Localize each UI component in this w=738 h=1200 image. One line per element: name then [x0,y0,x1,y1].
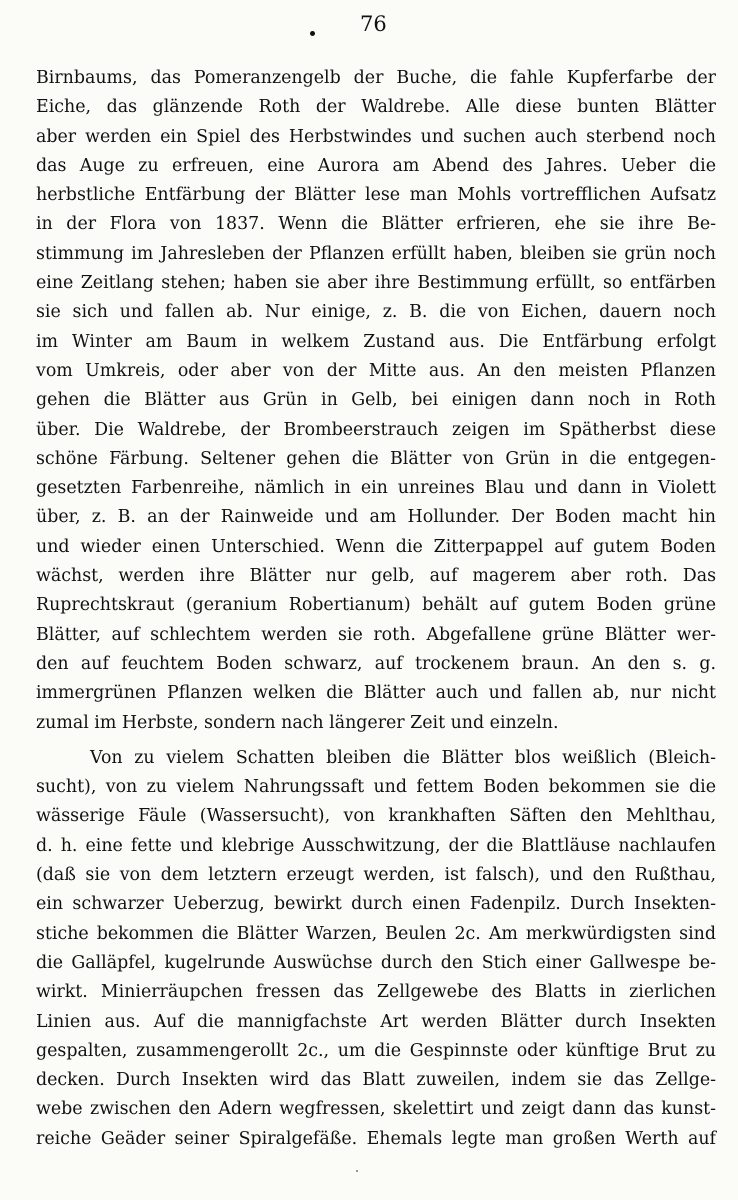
paragraph-1 [36,64,716,738]
text-line: schöne Färbung. Seltener gehen die Blätter von Grün in die entgegen- [36,448,716,469]
text-line: eine Zeitlang stehen; haben sie aber ihre Bestimmung erfüllt, so entfärben [36,273,716,294]
body-text [36,64,716,1154]
text-line: im Winter am Baum in welkem Zustand aus. Die Entfärbung erfolgt [36,331,716,352]
text-line: aber werden ein Spiel des Herbstwindes und suchen auch sterbend noch [36,126,716,147]
paper-speck [356,1170,358,1172]
paragraph-2 [36,744,716,1154]
text-line: gesetzten Farbenreihe, nämlich in ein unreines Blau und dann in Violett [36,478,716,499]
text-line: decken. Durch Insekten wird das Blatt zuweilen, indem sie das Zellge- [36,1070,716,1091]
text-line: gespalten, zusammengerollt 2c., um die Gespinnste oder künftige Brut zu [36,1040,716,1061]
text-line: immergrünen Pflanzen welken die Blätter auch und fallen ab, nur nicht [36,683,716,704]
text-line: wässerige Fäule (Wassersucht), von krankhaften Säften den Mehlthau, [36,806,716,827]
text-line: zumal im Herbste, sondern nach längerer Zeit und einzeln. [36,712,559,733]
text-line: Von zu vielem Schatten bleiben die Blätter blos weißlich (Bleich- [90,747,716,768]
page-number: 76 [360,12,387,36]
text-line: Linien aus. Auf die mannigfachste Art werden Blätter durch Insekten [36,1011,716,1032]
text-line: sie sich und fallen ab. Nur einige, z. B. die von Eichen, dauern noch [36,302,716,323]
text-line: stiche bekommen die Blätter Warzen, Beulen 2c. Am merkwürdigsten sind [36,923,716,944]
text-line: herbstliche Entfärbung der Blätter lese man Mohls vortrefflichen Aufsatz [36,185,716,206]
text-line: vom Umkreis, oder aber von der Mitte aus. An den meisten Pflanzen [36,360,716,381]
text-line: d. h. eine fette und klebrige Ausschwitzung, der die Blattläuse nachlaufen [36,835,716,856]
text-line: sucht), von zu vielem Nahrungssaft und fettem Boden bekommen sie die [36,777,716,798]
text-line: das Auge zu erfreuen, eine Aurora am Abend des Jahres. Ueber die [36,155,716,176]
text-line: Ruprechtskraut (geranium Robertianum) behält auf gutem Boden grüne [36,595,716,616]
text-line: die Galläpfel, kugelrunde Auswüchse durch den Stich einer Gallwespe be- [36,952,716,973]
text-line: Blätter, auf schlechtem werden sie roth. Abgefallene grüne Blätter wer- [36,624,716,645]
text-line: über. Die Waldrebe, der Brombeerstrauch zeigen im Spätherbst diese [36,419,716,440]
text-line: den auf feuchtem Boden schwarz, auf trockenem braun. An den s. g. [36,653,716,674]
page-mark-dot [310,31,315,36]
text-line: (daß sie von dem letztern erzeugt werden, ist falsch), und den Rußthau, [36,865,716,886]
text-line: stimmung im Jahresleben der Pflanzen erfüllt haben, bleiben sie grün noch [36,243,716,264]
text-line: Birnbaums, das Pomeranzengelb der Buche, die fahle Kupferfarbe der [36,68,716,88]
text-line: webe zwischen den Adern wegfressen, skelettirt und zeigt dann das kunst- [36,1099,716,1120]
text-line: wirkt. Minierräupchen fressen das Zellgewebe des Blatts in zierlichen [36,982,716,1003]
text-line: gehen die Blätter aus Grün in Gelb, bei einigen dann noch in Roth [36,390,716,411]
text-line: über, z. B. an der Rainweide und am Hollunder. Der Boden macht hin [36,507,716,528]
text-line: und wieder einen Unterschied. Wenn die Zitterpappel auf gutem Boden [36,536,716,557]
text-line: in der Flora von 1837. Wenn die Blätter erfrieren, ehe sie ihre Be- [36,214,716,235]
text-line: reiche Geäder seiner Spiralgefäße. Ehemals legte man großen Werth auf [36,1128,716,1149]
text-line: ein schwarzer Ueberzug, bewirkt durch einen Fadenpilz. Durch Insekten- [36,894,716,915]
text-line: Eiche, das glänzende Roth der Waldrebe. Alle diese bunten Blätter [36,97,716,118]
text-line: wächst, werden ihre Blätter nur gelb, auf magerem aber roth. Das [36,566,716,587]
